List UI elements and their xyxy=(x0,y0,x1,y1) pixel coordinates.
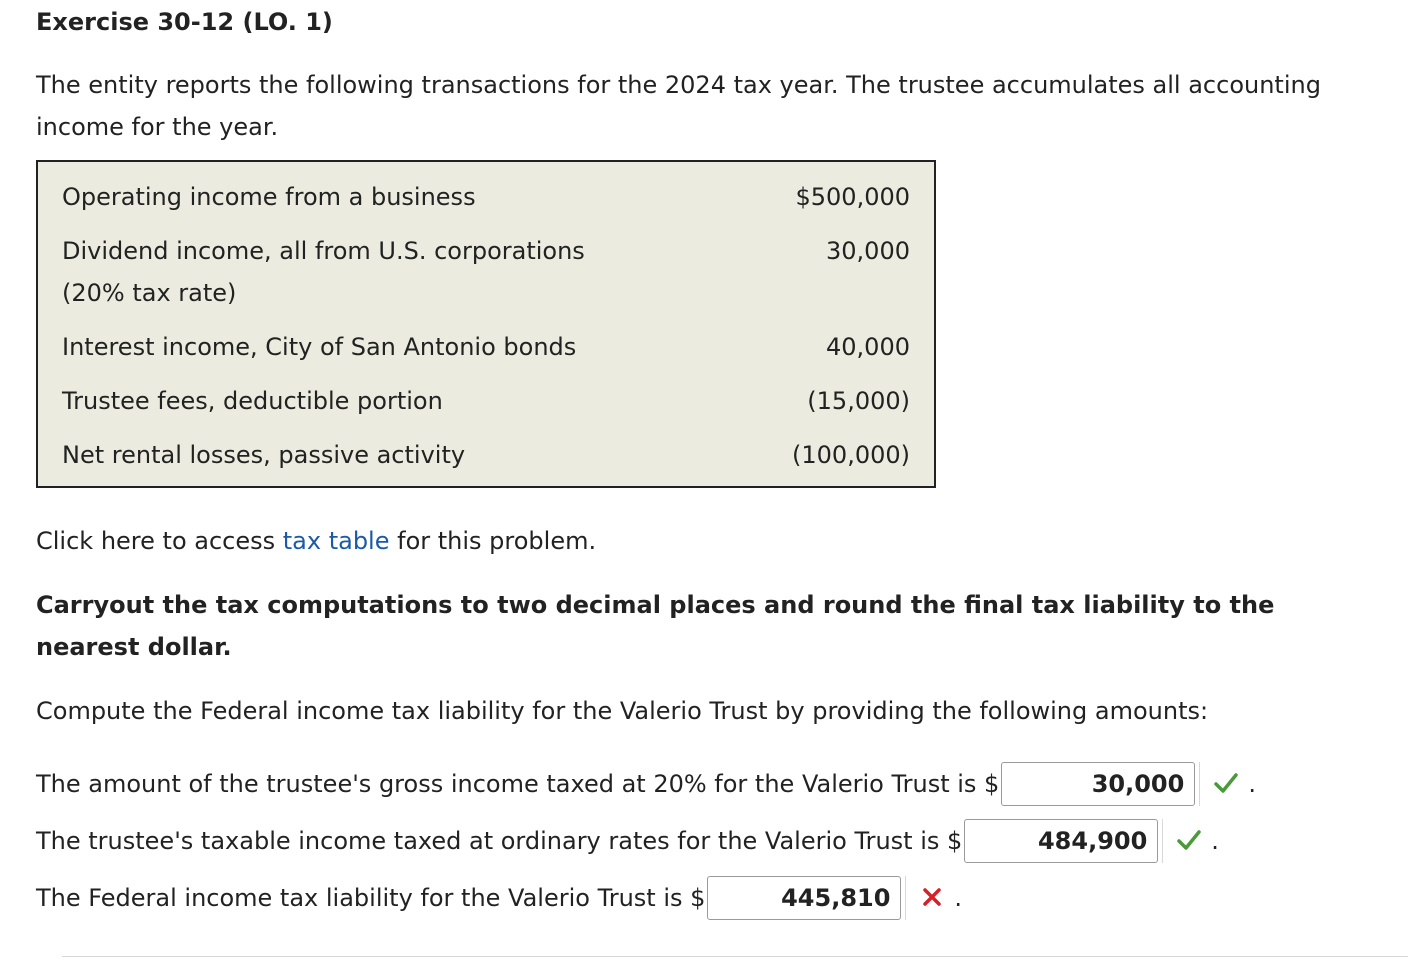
row-label: Operating income from a business xyxy=(62,183,476,211)
check-icon xyxy=(1212,768,1240,796)
exercise-title: Exercise 30-12 (LO. 1) xyxy=(36,8,333,36)
period: . xyxy=(954,884,963,912)
transactions-table xyxy=(36,160,936,488)
question-prompt: The trustee's taxable income taxed at ordinary rates for the Valerio Trust is $ xyxy=(36,827,963,855)
taxable-income-ordinary-input[interactable]: 484,900 xyxy=(964,819,1158,863)
feedback-divider xyxy=(1162,819,1163,863)
row-value: $500,000 xyxy=(795,183,910,211)
intro-paragraph: The entity reports the following transactions for the 2024 tax year. The trustee accumulates all accounting income for the year. xyxy=(36,71,1321,141)
gross-income-20-input[interactable]: 30,000 xyxy=(1001,762,1195,806)
cross-icon xyxy=(918,882,946,910)
question-federal-tax-liability xyxy=(36,876,962,920)
row-value: 30,000 xyxy=(826,237,910,265)
feedback-divider xyxy=(1199,762,1200,806)
feedback-divider xyxy=(905,876,906,920)
period: . xyxy=(1248,770,1256,798)
question-prompt: The amount of the trustee's gross income taxed at 20% for the Valerio Trust is $ xyxy=(36,770,1000,798)
row-label: Net rental losses, passive activity xyxy=(62,441,466,469)
link-prefix: Click here to access xyxy=(36,527,283,555)
question-taxable-income-ordinary xyxy=(36,819,1219,863)
period: . xyxy=(1211,827,1219,855)
federal-tax-liability-input[interactable]: 445,810 xyxy=(707,876,901,920)
row-label: Trustee fees, deductible portion xyxy=(62,387,443,415)
compute-instruction: Compute the Federal income tax liability for the Valerio Trust by providing the following amounts: xyxy=(36,697,1209,725)
tax-table-line xyxy=(36,520,596,562)
bottom-divider xyxy=(62,956,1408,957)
row-label: Dividend income, all from U.S. corporations (20% tax rate) xyxy=(62,237,585,307)
row-value: (100,000) xyxy=(792,441,910,469)
row-value: (15,000) xyxy=(807,387,910,415)
check-icon xyxy=(1175,825,1203,853)
question-gross-income-20 xyxy=(36,762,1256,806)
row-value: 40,000 xyxy=(826,333,910,361)
tax-table-link[interactable]: tax table xyxy=(282,527,390,555)
question-prompt: The Federal income tax liability for the Valerio Trust is $ xyxy=(36,884,706,912)
link-suffix: for this problem. xyxy=(389,527,597,555)
row-label: Interest income, City of San Antonio bonds xyxy=(62,333,577,361)
rounding-instruction: Carryout the tax computations to two decimal places and round the final tax liability to the nearest dollar. xyxy=(36,591,1275,661)
